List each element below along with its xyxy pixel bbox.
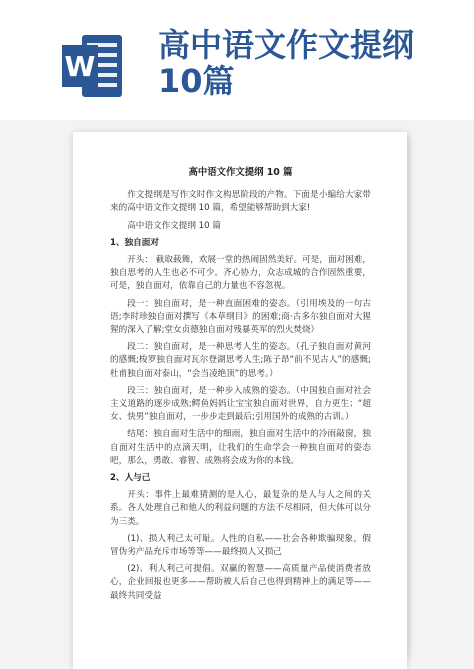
page-title bbox=[158, 28, 414, 98]
intro-paragraph: 作文提纲是写作文时作文构思阶段的产物。下面是小编给大家带来的高中语文作文提纲 10 篇，希望能够帮助到大家! bbox=[110, 190, 371, 214]
section-heading-2: 2、人与己 bbox=[110, 473, 151, 484]
paragraph-3: 段二：独自面对，是一种思考人生的姿态。（孔子独自面对黄河的感慨;梭罗独自面对瓦尔登湖思考人生;陈子昂“前不见古人”的感慨;杜甫独自面对泰山，“会当凌绝顶”的思考。） bbox=[110, 342, 371, 379]
paragraph-1: 开头： 截取载舞，欢展一堂的热闹固然美好。可是，面对困难，独自思考的人生也必不可少。齐心协力，众志成城的合作固然重要，可是，独自面对，依靠自己的力量也不容忽视。 bbox=[110, 255, 371, 292]
paragraph-6: 开头：事件上最难猜测的是人心，最复杂的是人与人之间的关系。各人处理自己和他人的利益问题的方法不尽相同，但大体可以分为三类。 bbox=[110, 490, 371, 527]
title-line-1: 高中语文作文提纲 bbox=[158, 26, 415, 64]
page-header bbox=[0, 0, 474, 120]
paragraph-7: (1)、损人利己太可耻。人性的自私——社会各种欺骗现象，假冒伪劣产品充斥市场等等——最终损人又损己 bbox=[110, 533, 371, 558]
document-page bbox=[73, 132, 407, 669]
document-title: 高中语文作文提纲 10 篇 bbox=[188, 167, 293, 178]
paragraph-5: 结尾：独自面对生活中的细雨，独自面对生活中的冷雨敲窗，独自面对生活中的点滴天明，让我们的生命学会一种独自面对的姿态吧，那么，勇敢、睿智、成熟将会成为你的本钱。 bbox=[110, 429, 371, 466]
word-document-icon bbox=[62, 33, 124, 99]
title-line-2: 10篇 bbox=[158, 62, 235, 100]
paragraph-8: (2)、利人利己可提倡。双赢的智慧——高质量产品使消费者放心，企业回报也更多——帮助被人后自己也得到精神上的满足等——最终共同受益 bbox=[110, 564, 371, 601]
word-letter: W bbox=[64, 50, 96, 83]
intro-subtitle: 高中语文作文提纲 10 篇 bbox=[127, 220, 221, 231]
paragraph-4: 段三：独自面对，是一种步入成熟的姿态。（中国独自面对社会主义道路的逐步成熟;鳄鱼妈妈让宝宝独自面对世界，自力更生；“超女、快男”独自面对，一步步走到最后;引用国外的成熟的古训。） bbox=[110, 385, 371, 423]
section-heading-1: 1、独自面对 bbox=[110, 237, 159, 248]
paragraph-2: 段一：独自面对，是一种直面困难的姿态。（引用埃及的一句古语;李时珍独自面对撰写《本草纲目》的困难;商·古多尔独自面对大猩猩的深入了解;堂女贞德独自面对残暴英军的烈火焚烧） bbox=[110, 298, 371, 336]
